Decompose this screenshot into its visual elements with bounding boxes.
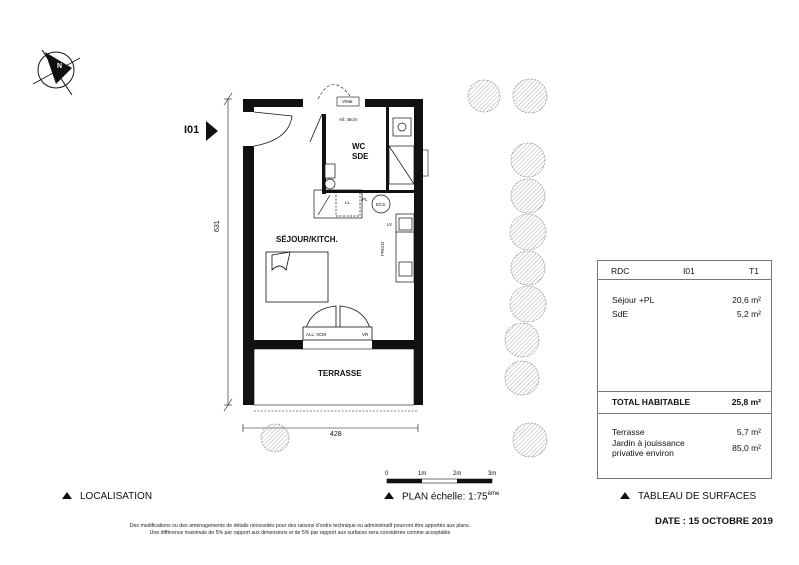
header-level: RDC bbox=[611, 266, 630, 276]
tree-icon bbox=[510, 214, 546, 250]
ecs-label: ECS bbox=[376, 202, 386, 207]
document-date: DATE : 15 OCTOBRE 2019 bbox=[655, 516, 773, 527]
unit-id-label: I01 bbox=[184, 124, 200, 136]
bed-icon bbox=[266, 252, 328, 302]
tree-icon bbox=[510, 286, 546, 322]
scale-tick-2m: 2m bbox=[453, 471, 462, 477]
tree-icon bbox=[511, 251, 545, 285]
triangle-icon bbox=[384, 492, 394, 499]
legend-localisation: LOCALISATION bbox=[62, 491, 152, 502]
kitchen-counter bbox=[396, 214, 414, 282]
alcove-label: All: 45cm bbox=[339, 117, 358, 122]
scale-tick-1m: 1m bbox=[418, 471, 427, 477]
pl-label: PL bbox=[362, 197, 368, 202]
legend-plan: PLAN échelle: 1:75ème bbox=[384, 491, 499, 502]
terrasse-label: TERRASSE bbox=[318, 369, 362, 378]
triangle-icon bbox=[62, 492, 72, 499]
ll-label: LL bbox=[345, 200, 351, 205]
height-dimension: 631 bbox=[214, 220, 221, 232]
entrance-door-icon[interactable] bbox=[254, 112, 292, 146]
header-unit: I01 bbox=[683, 266, 695, 276]
tree-icon bbox=[513, 79, 547, 113]
unit-pointer-icon bbox=[206, 121, 218, 141]
shower-icon bbox=[389, 118, 414, 184]
sejour-label: SÉJOUR/KITCH. bbox=[276, 235, 338, 244]
width-dimension: 428 bbox=[330, 431, 342, 438]
tree-icon bbox=[505, 323, 539, 357]
footnote-line1: Des modifications ou des aménagements de détails nécessités pour des raisons d'ordre technique ou administratif pourront être apportés aux plans. bbox=[129, 523, 471, 529]
surface-table-header bbox=[598, 261, 771, 280]
legend-tableau: TABLEAU DE SURFACES bbox=[620, 491, 756, 502]
compass-north-letter: N bbox=[57, 63, 63, 70]
triangle-icon bbox=[620, 492, 630, 499]
vmc-label: VMat bbox=[342, 99, 353, 104]
tree-icon bbox=[511, 143, 545, 177]
toilet-icon bbox=[325, 164, 335, 189]
north-compass-icon bbox=[33, 50, 80, 95]
sde-label: SDE bbox=[352, 152, 369, 161]
tree-icon bbox=[513, 423, 547, 457]
all-label: ALL: 0CM bbox=[306, 332, 327, 337]
tree-icon bbox=[261, 424, 289, 452]
tree-icon bbox=[511, 179, 545, 213]
tree-icon bbox=[468, 80, 500, 112]
surface-table: RDC I01 T1 Séjour +PL 20,6 m² SdE 5,2 m² TOTAL HABITABLE 25,8 m² Terrasse 5,7 m² Jardin à jouissance 85,0 m² privative environ bbox=[597, 260, 772, 479]
scale-tick-3m: 3m bbox=[488, 471, 497, 477]
footnote-line2: Une différence maximale de 5% par rapport aux dimensions et de 5% par rapport aux surfaces sera considérée comme acceptable bbox=[149, 530, 451, 536]
vr-label: VR bbox=[362, 332, 369, 337]
lv-label: LV bbox=[387, 222, 393, 227]
scale-tick-0: 0 bbox=[385, 471, 389, 477]
tree-icon bbox=[505, 361, 539, 395]
wc-label: WC bbox=[352, 142, 366, 151]
header-type: T1 bbox=[749, 266, 759, 276]
frigo-label: FRIGO bbox=[380, 241, 385, 256]
scale-bar bbox=[387, 479, 492, 483]
